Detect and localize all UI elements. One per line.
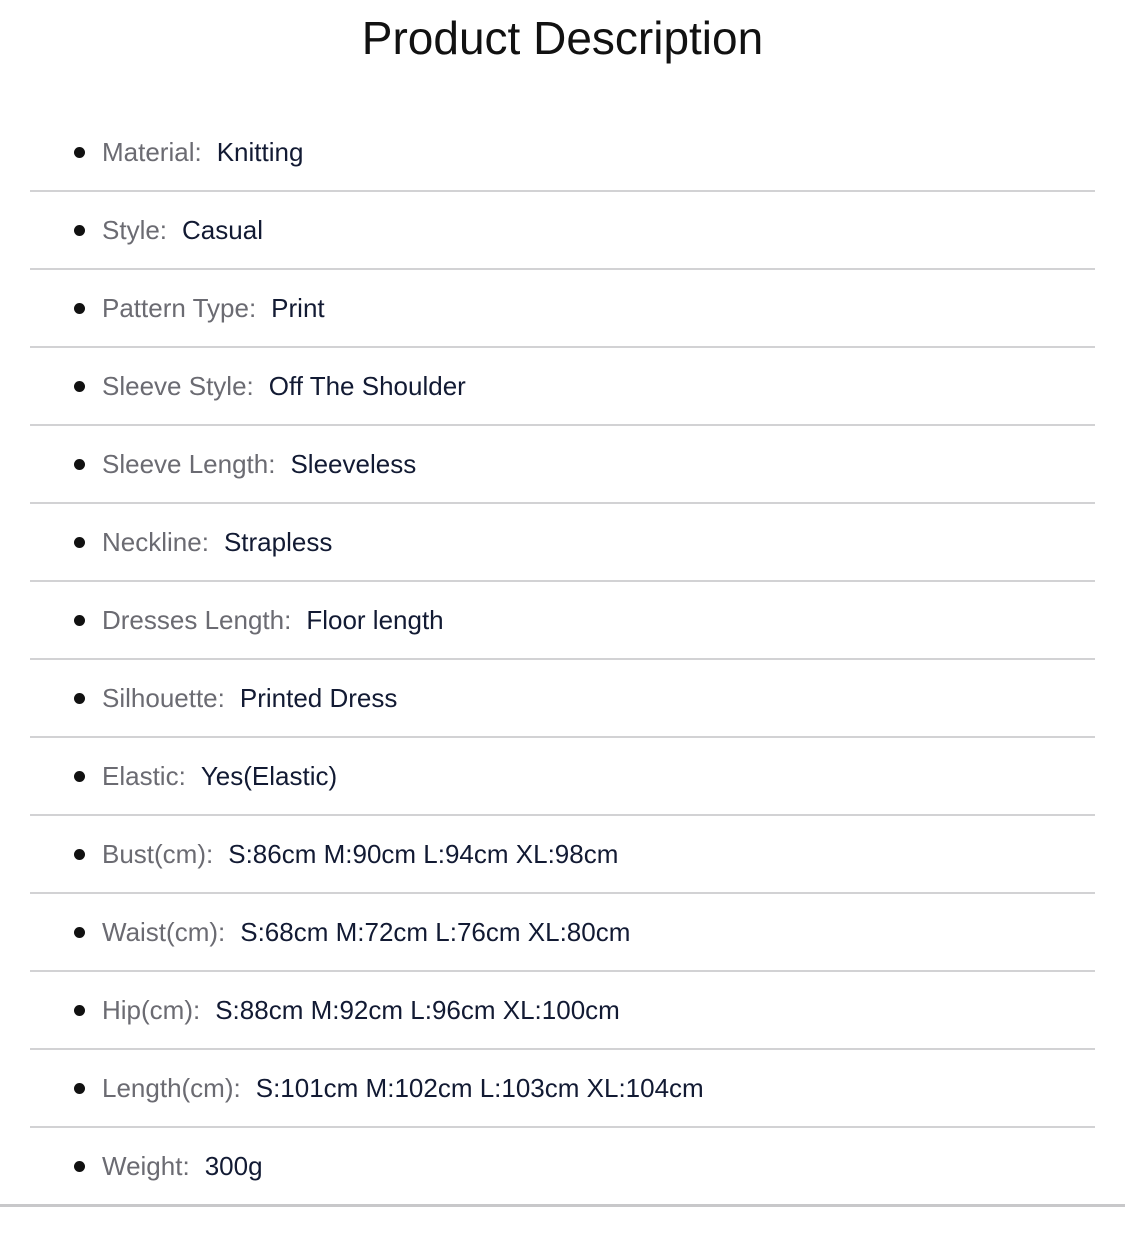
spec-label: Elastic: [102,760,186,791]
bullet-icon [74,147,85,158]
spec-label: Style: [102,214,168,245]
spec-value: Strapless [223,526,333,557]
product-spec-list [0,114,1125,1207]
spec-value: Casual [182,214,263,245]
spec-row-waist [30,894,1095,972]
spec-label: Dresses Length: [102,604,292,635]
spec-label: Weight: [102,1150,190,1181]
spec-row-style [30,192,1095,270]
spec-row-pattern-type [30,270,1095,348]
spec-row-elastic [30,738,1095,816]
spec-label: Sleeve Style: [102,370,254,401]
spec-label: Pattern Type: [102,292,257,323]
bullet-icon [74,1161,85,1172]
spec-value: Off The Shoulder [268,370,466,401]
spec-value: Sleeveless [290,448,417,479]
spec-value: S:86cm M:90cm L:94cm XL:98cm [228,838,619,869]
page-title: Product Description [361,12,764,64]
spec-label: Material: [102,136,202,167]
spec-label: Neckline: [102,526,209,557]
spec-value: S:101cm M:102cm L:103cm XL:104cm [255,1072,704,1103]
bullet-icon [74,537,85,548]
bullet-icon [74,693,85,704]
spec-value: Knitting [216,136,304,167]
spec-row-sleeve-style [30,348,1095,426]
spec-row-material [30,114,1095,192]
spec-value: 300g [204,1150,263,1181]
spec-value: Print [271,292,325,323]
bullet-icon [74,1005,85,1016]
bullet-icon [74,1083,85,1094]
bullet-icon [74,771,85,782]
bullet-icon [74,225,85,236]
spec-row-weight [0,1128,1125,1207]
spec-value: S:68cm M:72cm L:76cm XL:80cm [240,916,631,947]
bullet-icon [74,381,85,392]
spec-label: Length(cm): [102,1072,241,1103]
spec-row-bust [30,816,1095,894]
spec-row-sleeve-length [30,426,1095,504]
spec-row-hip [30,972,1095,1050]
spec-label: Sleeve Length: [102,448,276,479]
spec-value: Yes(Elastic) [200,760,338,791]
bullet-icon [74,459,85,470]
bullet-icon [74,615,85,626]
spec-row-length [30,1050,1095,1128]
bullet-icon [74,927,85,938]
spec-label: Silhouette: [102,682,225,713]
bullet-icon [74,849,85,860]
spec-row-silhouette [30,660,1095,738]
spec-label: Bust(cm): [102,838,214,869]
spec-row-dresses-length [30,582,1095,660]
spec-row-neckline [30,504,1095,582]
spec-value: Floor length [306,604,444,635]
spec-label: Hip(cm): [102,994,201,1025]
bullet-icon [74,303,85,314]
spec-value: S:88cm M:92cm L:96cm XL:100cm [215,994,620,1025]
spec-value: Printed Dress [239,682,398,713]
spec-label: Waist(cm): [102,916,226,947]
